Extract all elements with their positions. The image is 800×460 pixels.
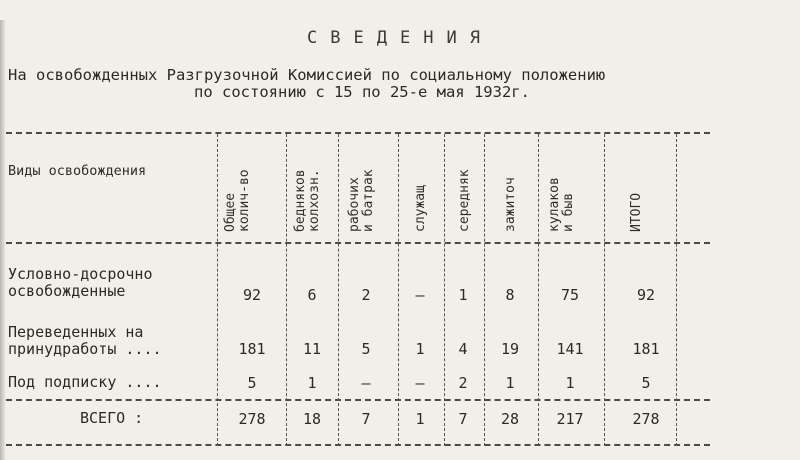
column-divider xyxy=(604,134,605,446)
table-cell: 5 xyxy=(641,374,651,392)
row-label-forced-labor: Переведенных на принудработы .... xyxy=(8,323,162,358)
first-column-header: Виды освобождения xyxy=(8,163,147,179)
table-cell: 2 xyxy=(361,286,371,304)
table-cell: 141 xyxy=(556,340,584,358)
table-cell: – xyxy=(361,374,371,392)
column-header-middle-peasant: середняк xyxy=(457,169,472,232)
column-header-well-off: зажиточ xyxy=(503,177,518,232)
table-cell: 1 xyxy=(505,374,515,392)
table-cell-total: 217 xyxy=(556,410,584,428)
table-cell: 4 xyxy=(458,340,468,358)
row-label-conditional-early: Условно-досрочно освобожденные xyxy=(8,265,153,300)
table-cell: 19 xyxy=(500,340,520,358)
table-cell: 1 xyxy=(307,374,317,392)
table-cell: 181 xyxy=(632,340,660,358)
table-cell-total: 18 xyxy=(302,410,322,428)
table-cell: 92 xyxy=(242,286,262,304)
subtitle-line-1: На освобожденных Разгрузочной Комиссией по социальному положению xyxy=(8,66,606,84)
table-cell-total: 278 xyxy=(632,410,660,428)
table-cell: – xyxy=(415,374,425,392)
table-cell: 181 xyxy=(238,340,266,358)
document-heading: СВЕДЕНИЯ xyxy=(307,28,493,48)
column-divider xyxy=(676,134,677,446)
table-cell: 1 xyxy=(415,340,425,358)
table-cell-total: 278 xyxy=(238,410,266,428)
page-edge-shadow xyxy=(0,20,6,460)
column-header-poor-collective: бедняков колхозн. xyxy=(293,169,322,232)
document-subtitle xyxy=(8,67,792,101)
table-cell: 11 xyxy=(302,340,322,358)
table-cell: 6 xyxy=(307,286,317,304)
column-header-employees: служащ xyxy=(413,185,428,232)
table-cell: 5 xyxy=(247,374,257,392)
row-label-total: ВСЕГО : xyxy=(80,409,144,427)
table-cell: 2 xyxy=(458,374,468,392)
table-cell: – xyxy=(415,286,425,304)
column-divider xyxy=(217,134,218,446)
table-cell-total: 1 xyxy=(415,410,425,428)
table-cell: 8 xyxy=(505,286,515,304)
table-cell: 92 xyxy=(636,286,656,304)
row-label-on-recognizance: Под подписку .... xyxy=(8,373,162,391)
table-cell-total: 28 xyxy=(500,410,520,428)
column-header-kulaks: кулаков и быв xyxy=(547,177,576,232)
column-header-total: ИТОГО xyxy=(629,192,644,232)
table-cell: 75 xyxy=(560,286,580,304)
table-cell: 5 xyxy=(361,340,371,358)
table-cell: 1 xyxy=(565,374,575,392)
column-header-total-count: Общее колич-во xyxy=(223,169,252,232)
subtitle-line-2: по состоянию с 15 по 25-е мая 1932г. xyxy=(194,83,530,101)
table-cell-total: 7 xyxy=(458,410,468,428)
table-cell-total: 7 xyxy=(361,410,371,428)
column-header-workers: рабочих и батрак xyxy=(347,169,376,232)
table-cell: 1 xyxy=(458,286,468,304)
